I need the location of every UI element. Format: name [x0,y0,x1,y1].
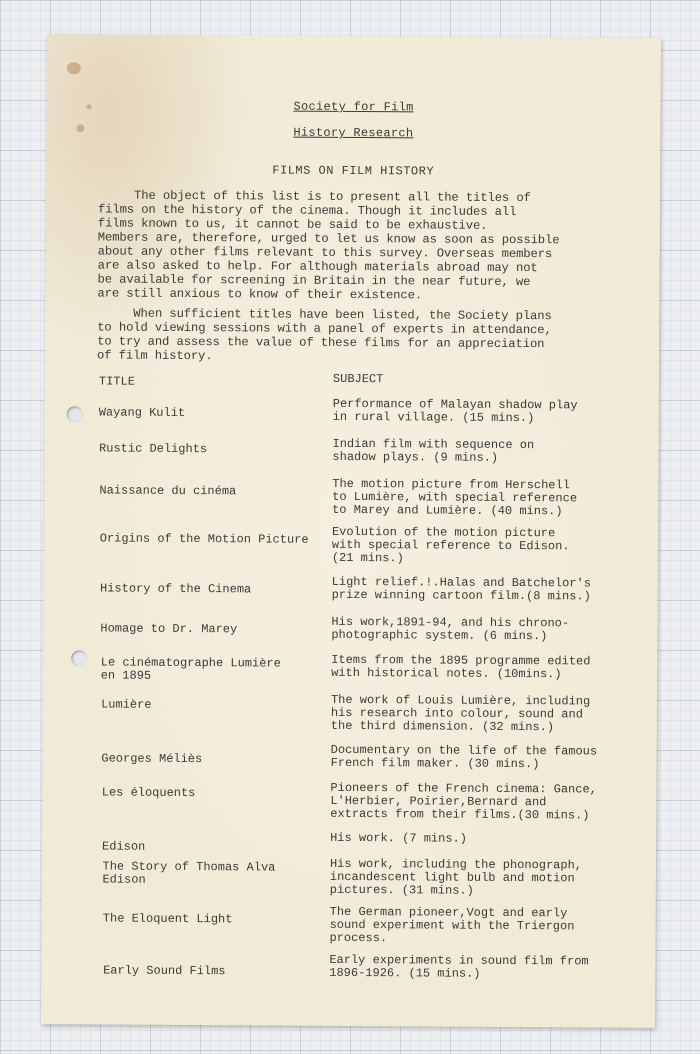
org-line-1: Society for Film [293,99,414,115]
film-subject: Pioneers of the French cinema: Gance, L'Herbier, Poirier,Bernard and extracts from their films.(30 mins.) [330,780,597,823]
intro-paragraph-2: When sufficient titles have been listed, the Society plans to hold viewing sessions with a panel of experts in attendance, to try and assess the value of these films for an appreciation of film history. [97,306,552,364]
table-row [45,396,659,426]
table-row [43,742,657,772]
rust-stain [67,62,81,74]
film-subject: The work of Louis Lumière, including his research into colour, sound and the third dimension. (32 mins.) [330,692,591,735]
table-row [42,830,656,854]
film-title: Les éloquents [101,785,196,801]
org-line-2: History Research [293,125,414,141]
table-row [45,436,659,465]
punch-hole-top [67,406,83,422]
film-title: The Story of Thomas Alva Edison [102,859,276,887]
table-row [42,904,656,946]
column-header-title: TITLE [98,374,135,389]
film-title: Le cinématographe Lumière en 1895 [100,655,281,683]
film-subject: Indian film with sequence on shadow plays. (9 mins.) [332,436,535,465]
film-title: Early Sound Films [103,963,226,979]
film-title: Rustic Delights [99,441,208,457]
table-row [41,952,655,981]
film-title: Homage to Dr. Marey [100,621,238,637]
film-subject: Documentary on the life of the famous French film maker. (30 mins.) [330,742,598,772]
film-title: Origins of the Motion Picture [99,531,309,547]
document-title: FILMS ON FILM HISTORY [272,163,435,179]
film-subject: His work,1891-94, and his chrono- photographic system. (6 mins.) [331,614,570,644]
film-title: Edison [102,839,146,854]
film-subject: Early experiments in sound film from 1896-1926. (15 mins.) [329,952,589,981]
typed-document-sheet [41,34,661,1028]
table-row [43,692,657,735]
table-row [43,614,657,644]
film-subject: His work, including the phonograph, incandescent light bulb and motion pictures. (31 mins.) [329,856,583,898]
film-title: Lumière [101,697,152,712]
column-header-subject: SUBJECT [332,371,384,387]
table-row [43,652,657,683]
film-title: The Eloquent Light [102,911,233,927]
intro-paragraph-1: The object of this list is to present all the titles of films on the history of the cinema. Though it includes all films known to us, it cannot be said to be exhaustive. Members are, therefore, urged to let us know as soon as possible about any other films relevant to this survey. Overseas members are also asked to help. For although materials abroad may not be available for screening in Britain in the near future, we are still anxious to know of their existence. [97,188,560,303]
film-subject: Evolution of the motion picture with special reference to Edison. (21 mins.) [331,524,570,566]
film-title: History of the Cinema [99,581,252,597]
film-title: Georges Méliès [101,751,203,767]
punch-hole-bottom [71,650,87,666]
film-subject: The German pioneer,Vogt and early sound experiment with the Triergon process. [329,904,575,946]
table-row [42,856,656,898]
film-subject: Performance of Malayan shadow play in rural village. (15 mins.) [332,396,578,426]
table-row [42,780,656,823]
film-title: Wayang Kulit [98,405,186,420]
film-title: Naissance du cinéma [99,483,237,499]
film-subject: The motion picture from Herschell to Lumière, with special reference to Marey and Lumière. (40 mins.) [332,476,578,519]
film-subject: Items from the 1895 programme edited with historical notes. (10mins.) [331,652,591,682]
table-row [44,476,658,519]
film-subject: His work. (7 mins.) [330,830,467,846]
table-row [44,524,658,566]
table-row [44,574,658,604]
film-subject: Light relief.!.Halas and Batchelor's prize winning cartoon film.(8 mins.) [331,574,591,604]
